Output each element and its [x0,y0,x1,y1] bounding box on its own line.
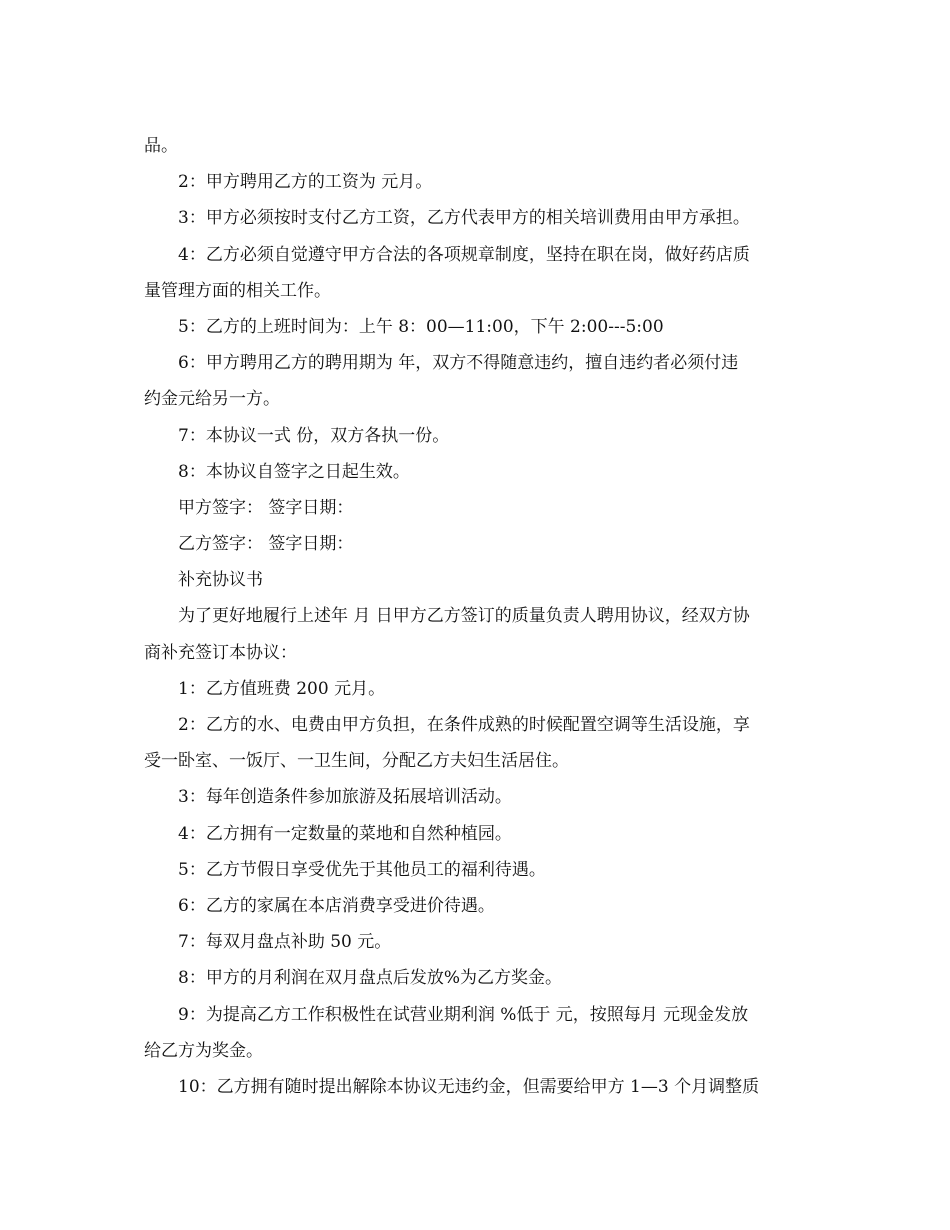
text-line: 给乙方为奖金。 [144,1040,263,1061]
clause-line: 8：本协议自签字之日起生效。 [178,461,410,482]
clause-line: 6：甲方聘用乙方的聘用期为 年，双方不得随意违约，擅自违约者必须付违 [178,353,739,374]
text-line: 约金元给另一方。 [144,389,280,410]
clause-line: 7：本协议一式 份，双方各执一份。 [178,425,450,446]
clause-line: 9：为提高乙方工作积极性在试营业期利润 %低于 元，按照每月 元现金发放 [178,1004,749,1025]
section-title: 补充协议书 [178,570,263,591]
clause-line: 4：乙方拥有一定数量的菜地和自然种植园。 [178,823,512,844]
text-line: 品。 [144,136,178,156]
clause-line: 3：甲方必须按时支付乙方工资，乙方代表甲方的相关培训费用由甲方承担。 [178,208,750,229]
clause-line: 5：乙方节假日享受优先于其他员工的福利待遇。 [178,859,546,880]
clause-line: 5：乙方的上班时间为：上午 8：00—11:00，下午 2:00---5:00 [178,316,664,337]
clause-line: 2：乙方的水、电费由甲方负担，在条件成熟的时候配置空调等生活设施，享 [178,715,750,735]
text-line: 受一卧室、一饭厅、一卫生间，分配乙方夫妇生活居住。 [144,751,569,772]
clause-line: 2：甲方聘用乙方的工资为 元月。 [178,172,433,193]
signature-line-party-b: 乙方签字： 签字日期： [178,534,354,555]
clause-line: 1：乙方值班费 200 元月。 [178,678,386,699]
clause-line: 7：每双月盘点补助 50 元。 [178,932,392,953]
text-line: 商补充签订本协议： [144,642,297,663]
text-line: 量管理方面的相关工作。 [144,280,331,301]
document-body [144,128,808,1105]
clause-line: 3：每年创造条件参加旅游及拓展培训活动。 [178,787,512,808]
clause-line: 8：甲方的月利润在双月盘点后发放%为乙方奖金。 [178,968,562,989]
signature-line-party-a: 甲方签字： 签字日期： [178,497,354,518]
clause-line: 4：乙方必须自觉遵守甲方合法的各项规章制度，坚持在职在岗，做好药店质 [178,244,750,265]
clause-line: 10：乙方拥有随时提出解除本协议无违约金，但需要给甲方 1—3 个月调整质 [178,1076,760,1097]
clause-line: 6：乙方的家属在本店消费享受进价待遇。 [178,895,495,916]
intro-line: 为了更好地履行上述年 月 日甲方乙方签订的质量负责人聘用协议，经双方协 [178,606,750,627]
